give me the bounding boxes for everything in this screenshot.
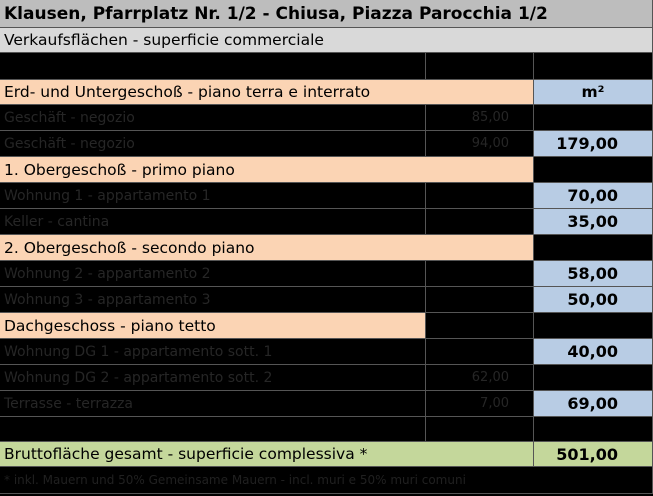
blank-cell <box>0 417 426 442</box>
total-value: 501,00 <box>534 442 653 467</box>
blank-cell <box>534 157 653 183</box>
row-subvalue <box>426 183 534 209</box>
row-value: 70,00 <box>534 183 653 209</box>
blank-cell <box>534 313 653 339</box>
row-label: Geschäft - negozio <box>0 105 426 131</box>
row-label: Keller - cantina <box>0 209 426 235</box>
footnote: * inkl. Mauern und 50% Gemeinsame Mauern - incl. muri e 50% muri comuni <box>0 467 653 494</box>
row-value <box>534 365 653 391</box>
row-label: Wohnung 2 - appartamento 2 <box>0 261 426 287</box>
row-value: 35,00 <box>534 209 653 235</box>
section-header: 2. Obergeschoß - secondo piano <box>0 235 534 261</box>
section-header: 1. Obergeschoß - primo piano <box>0 157 534 183</box>
section-header: Erd- und Untergeschoß - piano terra e interrato <box>0 80 534 105</box>
row-label: Wohnung DG 1 - appartamento sott. 1 <box>0 339 426 365</box>
row-label: Wohnung 3 - appartamento 3 <box>0 287 426 313</box>
row-subvalue: 85,00 <box>426 105 534 131</box>
section-header: Dachgeschoss - piano tetto <box>0 313 426 339</box>
row-subvalue <box>426 209 534 235</box>
table-title: Klausen, Pfarrplatz Nr. 1/2 - Chiusa, Piazza Parocchia 1/2 <box>0 0 653 28</box>
row-value <box>534 105 653 131</box>
blank-cell <box>426 417 534 442</box>
row-label: Wohnung DG 2 - appartamento sott. 2 <box>0 365 426 391</box>
blank-cell <box>534 53 653 80</box>
row-subvalue: 94,00 <box>426 131 534 157</box>
row-subvalue: 62,00 <box>426 365 534 391</box>
row-label: Wohnung 1 - appartamento 1 <box>0 183 426 209</box>
unit-header: m² <box>534 80 653 105</box>
row-value: 50,00 <box>534 287 653 313</box>
row-subvalue <box>426 287 534 313</box>
blank-cell <box>534 235 653 261</box>
row-value: 179,00 <box>534 131 653 157</box>
row-label: Terrasse - terrazza <box>0 391 426 417</box>
row-subvalue: 7,00 <box>426 391 534 417</box>
blank-cell <box>426 53 534 80</box>
blank-cell <box>0 53 426 80</box>
row-label: Geschäft - negozio <box>0 131 426 157</box>
row-subvalue <box>426 261 534 287</box>
row-subvalue <box>426 339 534 365</box>
row-value: 58,00 <box>534 261 653 287</box>
blank-cell <box>534 417 653 442</box>
row-value: 69,00 <box>534 391 653 417</box>
row-value: 40,00 <box>534 339 653 365</box>
blank-cell <box>426 313 534 339</box>
table-subtitle: Verkaufsflächen - superficie commerciale <box>0 28 653 53</box>
total-label: Bruttofläche gesamt - superficie complessiva * <box>0 442 534 467</box>
